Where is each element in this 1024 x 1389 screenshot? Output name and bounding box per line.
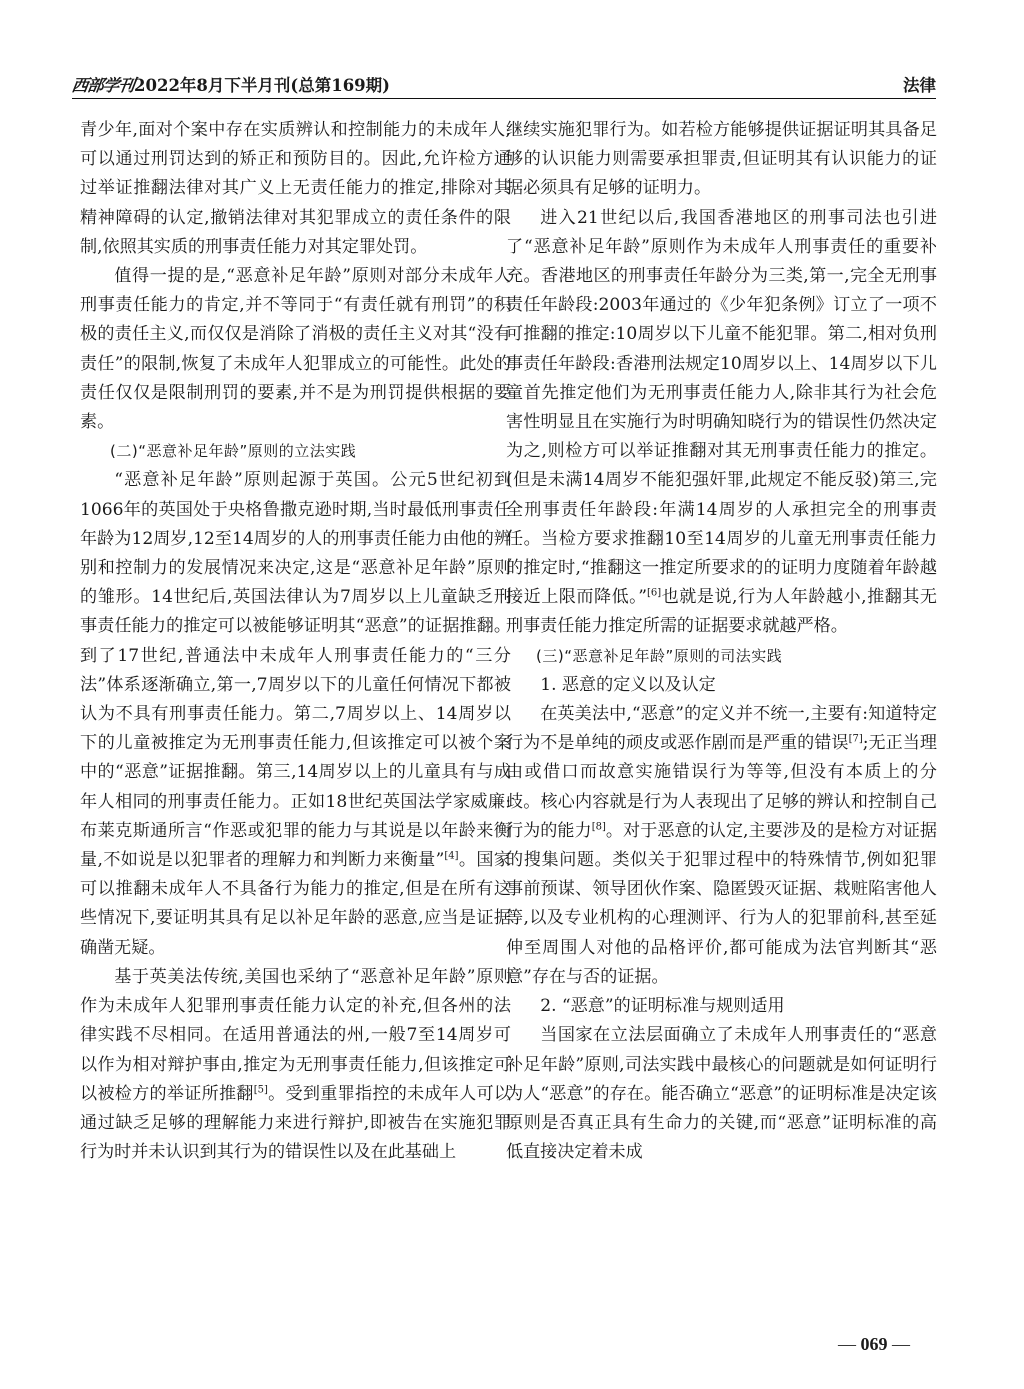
section-heading: (三)“恶意补足年龄”原则的司法实践 [536,646,783,665]
citation-ref: [6] [646,587,662,599]
paragraph [80,963,511,1167]
page-dash: — [838,1334,861,1354]
paragraph [506,204,937,642]
subsection-heading: 2. “恶意”的证明标准与规则适用 [540,996,785,1017]
citation-ref: [4] [444,850,459,862]
section-title: 法律 [903,76,936,95]
paragraph-text: 。对于恶意的认定,主要涉及的是检方对证据的搜集问题。类似关于犯罪过程中的特殊情节,例如犯罪事前预谋、领导团伙作案、隐匿毁灭证据、栽赃陷害他人等,以及专业机构的心理测评、行为人的犯罪前科,甚至延伸至周围人对他的品格评价,都可能成为法官判断其“恶意”存在与否的证据。 [506,820,938,987]
paragraph-text: 进入21世纪以后,我国香港地区的刑事司法也引进了“恶意补足年龄”原则作为未成年人刑事责任的重要补充。香港地区的刑事责任年龄分为三类,第一,完全无刑事责任年龄段:2003年通过的《少年犯条例》订立了一项不可推翻的推定:10周岁以下儿童不能犯罪。第二,相对负刑事责任年龄段:香港刑法规定10周岁以上、14周岁以下儿童首先推定他们为无刑事责任能力人,除非其行为社会危害性明显且在实施行为时明确知晓行为的错误性仍然决定为之,则检方可以举证推翻对其无刑事责任能力的推定。(但是未满14周岁不能犯强奸罪,此规定不能反驳)第三,完全刑事责任年龄段:年满14周岁的人承担完全的刑事责任。当检方要求推翻10至14周岁的儿童无刑事责任能力的推定时,“推翻这一推定所要求的的证明力度随着年龄越接近上限而降低。” [506,207,937,608]
page-header [72,70,936,99]
paragraph-text: ;无正当理由或借口而故意实施错误行为等等,但没有本质上的分歧。核心内容就是行为人表现出了足够的辨认和控制自己行为的能力 [506,733,938,841]
subsection-heading: 1. 恶意的定义以及认定 [540,674,716,695]
paragraph: 继续实施犯罪行为。如若检方能够提供证据证明其具备足够的认识能力则需要承担罪责,但证明其有认识能力的证据必须具有足够的证明力。 [506,120,937,199]
paragraph: 当国家在立法层面确立了未成年人刑事责任的“恶意补足年龄”原则,司法实践中最核心的问题就是如何证明行为人“恶意”的存在。能否确立“恶意”的证明标准是决定该原则是否真正具有生命力的关键,而“恶意”证明标准的高低直接决定着未成 [506,1025,937,1163]
section-heading: (二)“恶意补足年龄”原则的立法实践 [110,442,357,461]
paragraph-text: 也就是说,行为人年龄越小,推翻其无刑事责任能力推定所需的证据要求就越严格。 [506,587,937,637]
paragraph-text: 。受到重罪指控的未成年人可以通过缺乏足够的理解能力来进行辩护,即被告在实施犯罪行为时并未认识到其行为的错误性以及在此基础上 [80,1083,512,1163]
issue-info: 2022年8月下半月刊(总第169期) [134,76,390,95]
citation-ref: [8] [591,821,606,833]
page-dash: — [887,1334,910,1354]
paragraph: 值得一提的是,“恶意补足年龄”原则对部分未成年人刑事责任能力的肯定,并不等同于“有责任就有刑罚”的积极的责任主义,而仅仅是消除了消极的责任主义对其“没有责任”的限制,恢复了未成年人犯罪成立的可能性。此处的责任仅仅是限制刑罚的要素,并不是为刑罚提供根据的要素。 [80,266,511,433]
paragraph-text: “恶意补足年龄”原则起源于英国。公元5世纪初到1066年的英国处于央格鲁撒克逊时期,当时最低刑事责任年龄为12周岁,12至14周岁的人的刑事责任能力由他的辨别和控制力的发展情况来决定,这是“恶意补足年龄”原则的雏形。14世纪后,英国法律认为7周岁以上儿童缺乏刑事责任能力的推定可以被能够证明其“恶意”的证据推翻。到了17世纪,普通法中未成年人刑事责任能力的“三分法”体系逐渐确立,第一,7周岁以下的儿童任何情况下都被认为不具有刑事责任能力。第二,7周岁以上、14周岁以下的儿童被推定为无刑事责任能力,但该推定可以被个案中的“恶意”证据推翻。第三,14周岁以上的儿童具有与成年人相同的刑事责任能力。正如18世纪英国法学家威廉·布莱克斯通所言“作恶或犯罪的能力与其说是以年龄来衡量,不如说是以犯罪者的理解力和判断力来衡量” [80,470,511,871]
journal-issue [72,72,390,96]
paragraph: 青少年,面对个案中存在实质辨认和控制能力的未成年人,可以通过刑罚达到的矫正和预防目的。因此,允许检方通过举证推翻法律对其广义上无责任能力的推定,排除对其精神障碍的认定,撤销法律对其犯罪成立的责任条件的限制,依照其实质的刑事责任能力对其定罪处罚。 [80,120,511,257]
paragraph [506,700,937,992]
paragraph-text: 基于英美法传统,美国也采纳了“恶意补足年龄”原则作为未成年人犯罪刑事责任能力认定的补充,但各州的法律实践不尽相同。在适用普通法的州,一般7至14周岁可以作为相对辩护事由,推定为无刑事责任能力,但该推定可以被检方的举证所推翻 [80,966,511,1104]
journal-logo: 西部学刊 [70,76,136,95]
paragraph-text: 。国家可以推翻未成年人不具备行为能力的推定,但是在所有这些情况下,要证明其具有足以补足年龄的恶意,应当是证据确凿无疑。 [80,850,511,958]
page-number-value: 069 [860,1334,888,1354]
paragraph [80,466,511,962]
citation-ref: [5] [253,1084,268,1096]
citation-ref: [7] [848,733,863,745]
left-column [80,116,511,1316]
right-column [506,116,937,1316]
page-number [838,1334,910,1355]
paragraph-text: 在英美法中,“恶意”的定义并不统一,主要有:知道特定行为不是单纯的顽皮或恶作剧而是严重的错误 [506,704,937,754]
